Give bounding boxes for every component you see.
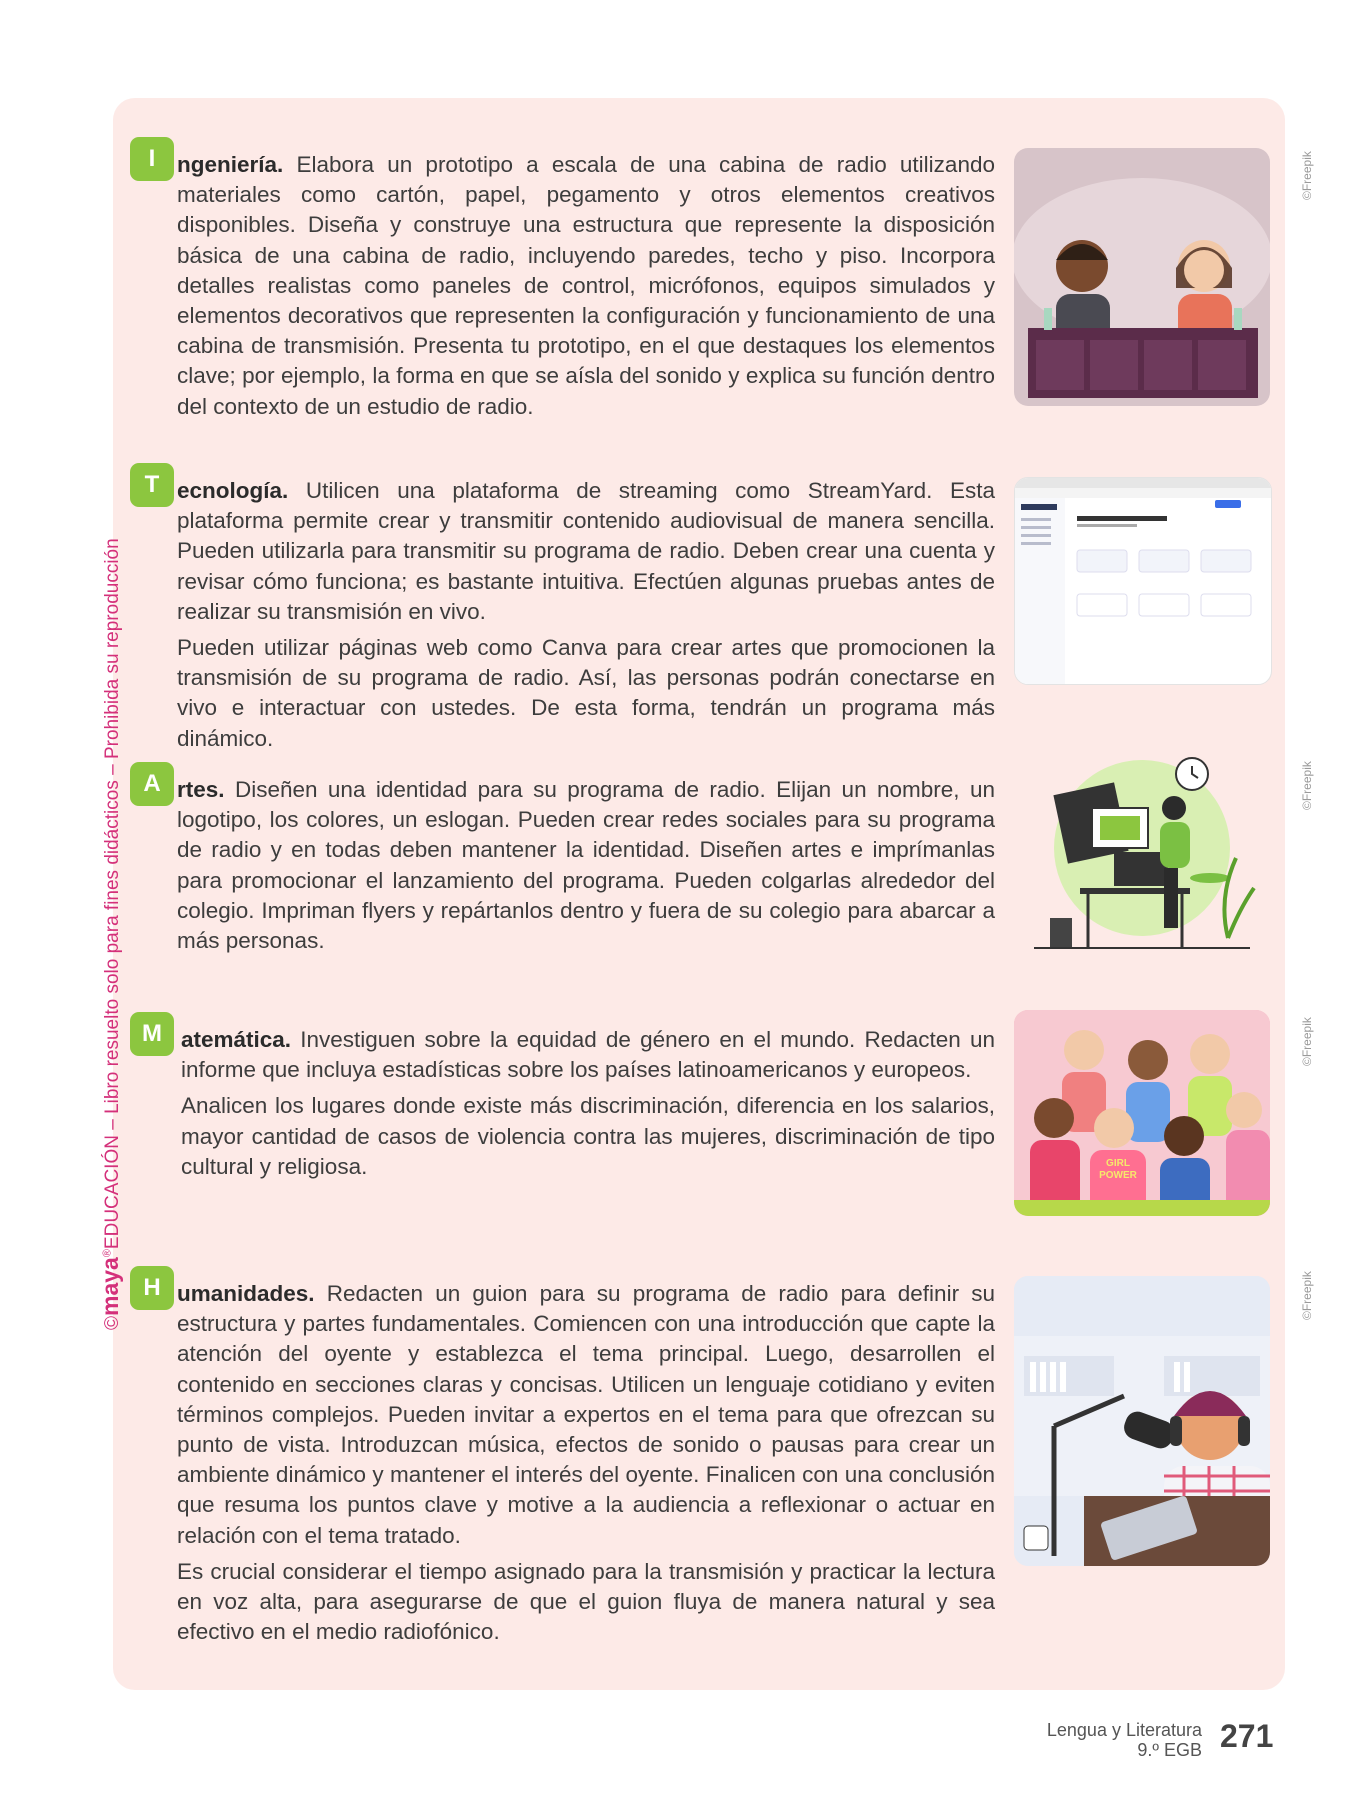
section-text	[177, 1266, 995, 1647]
section-tecnologia	[130, 463, 995, 760]
registered-symbol: ®	[101, 1249, 114, 1258]
section-paragraph: Investiguen sobre la equidad de género en el mundo. Redacten un informe que incluya estadísticas sobre los países latinoamericanos y europeos.	[181, 1027, 995, 1083]
section-letter-badge: H	[130, 1266, 174, 1310]
section-paragraph: Elabora un prototipo a escala de una cabina de radio utilizando materiales como cartón, papel, pegamento y otros elementos creativos disponibles. Diseña y construye una estructura que represente la disposición básica de una cabina de radio, incluyendo paredes, techo y piso. Incorpora detalles realistas como paneles de control, micrófonos, equipos simulados y elementos decorativos que representen la configuración y funcionamiento de una cabina de transmisión. Presenta tu prototipo, en el que destaques los elementos clave; por ejemplo, la forma en que se aísla del sonido y explica su función dentro del contexto de un estudio de radio.	[177, 152, 995, 419]
section-heading: ngeniería.	[177, 152, 284, 177]
shirt-text-line: GIRL	[1106, 1158, 1130, 1169]
footer-grade: 9.º EGB	[1137, 1740, 1202, 1760]
section-letter-badge: M	[130, 1012, 174, 1056]
section-heading: atemática.	[181, 1027, 292, 1052]
image-credit: ©Freepik	[1300, 151, 1314, 200]
section-paragraph: Diseñen una identidad para su programa de radio. Elijan un nombre, un logotipo, los colores, un eslogan. Pueden crear redes sociales para su programa de radio y en todas deben mantener la identidad. Diseñen artes e imprímanlas para promocionar el lanzamiento del programa. Pueden colgarlas alrededor del colegio. Impriman flyers y repártanlos dentro y fuera de su colegio para abarcar a más personas.	[177, 777, 995, 954]
women-group-illustration	[1014, 1010, 1270, 1216]
section-humanidades	[130, 1266, 995, 1653]
section-text	[177, 762, 995, 956]
side-note-text: EDUCACIÓN – Libro resuelto solo para fines didácticos – Prohibida su reproducción	[102, 538, 123, 1250]
section-heading: rtes.	[177, 777, 225, 802]
section-letter-badge: A	[130, 762, 174, 806]
footer-subject-name: Lengua y Literatura	[1046, 1720, 1202, 1740]
section-artes	[130, 762, 995, 962]
shirt-text-line: POWER	[1099, 1170, 1137, 1181]
page-number: 271	[1220, 1718, 1274, 1754]
section-paragraph: Redacten un guion para su programa de radio para definir su estructura y partes fundamentales. Comiencen con una introducción que capte la atención del oyente y establezca el tema principal. Luego, desarrollen el contenido en secciones claras y concisas. Utilicen un lenguaje cotidiano y eviten términos complejos. Pueden invitar a expertos en el tema para que ofrezcan su punto de vista. Introduzcan música, efectos de sonido o pausas para crear un ambiente dinámico y mantener el interés del oyente. Finalicen con una conclusión que resuma los puntos clave y motive a la audiencia a reflexionar o actuar en relación con el tema tratado.	[177, 1281, 995, 1548]
section-ingenieria	[130, 137, 995, 428]
section-paragraph: Analicen los lugares donde existe más discriminación, diferencia en los salarios, mayor cantidad de casos de violencia contra las mujeres, discriminación de tipo cultural y religiosa.	[181, 1093, 995, 1179]
section-letter-badge: T	[130, 463, 174, 507]
copyright-symbol: ©	[102, 1316, 123, 1330]
girl-power-shirt-text	[1090, 1158, 1146, 1182]
brand-logo: maya	[97, 1257, 123, 1316]
section-letter-badge: I	[130, 137, 174, 181]
section-heading: ecnología.	[177, 478, 289, 503]
section-heading: umanidades.	[177, 1281, 315, 1306]
section-text	[177, 463, 995, 754]
streamyard-screenshot	[1014, 477, 1272, 685]
section-text	[181, 1012, 995, 1182]
radio-booth-illustration	[1014, 148, 1270, 406]
footer-subject	[1047, 1720, 1202, 1760]
section-paragraph: Utilicen una plataforma de streaming como StreamYard. Esta plataforma permite crear y transmitir contenido audiovisual de manera sencilla. Pueden utilizarla para transmitir su programa de radio. Deben crear una cuenta y revisar cómo funciona; es bastante intuitiva. Efectúen algunas pruebas antes de realizar su transmisión en vivo.	[177, 478, 995, 624]
section-paragraph: Pueden utilizar páginas web como Canva para crear artes que promocionen la transmisión de su programa de radio. Así, las personas podrán conectarse en vivo e interactuar con ustedes. De esta forma, tendrán un programa más dinámico.	[177, 635, 995, 751]
image-credit: ©Freepik	[1300, 1271, 1314, 1320]
section-matematica	[130, 1012, 995, 1188]
radio-host-illustration	[1014, 1276, 1270, 1566]
designer-illustration	[1014, 748, 1270, 960]
section-text	[177, 137, 995, 422]
side-copyright-note	[97, 538, 124, 1330]
image-credit: ©Freepik	[1300, 761, 1314, 810]
image-credit: ©Freepik	[1300, 1017, 1314, 1066]
section-paragraph: Es crucial considerar el tiempo asignado para la transmisión y practicar la lectura en voz alta, para asegurarse de que el guion fluya de manera natural y sea efectivo en el medio radiofónico.	[177, 1558, 995, 1645]
